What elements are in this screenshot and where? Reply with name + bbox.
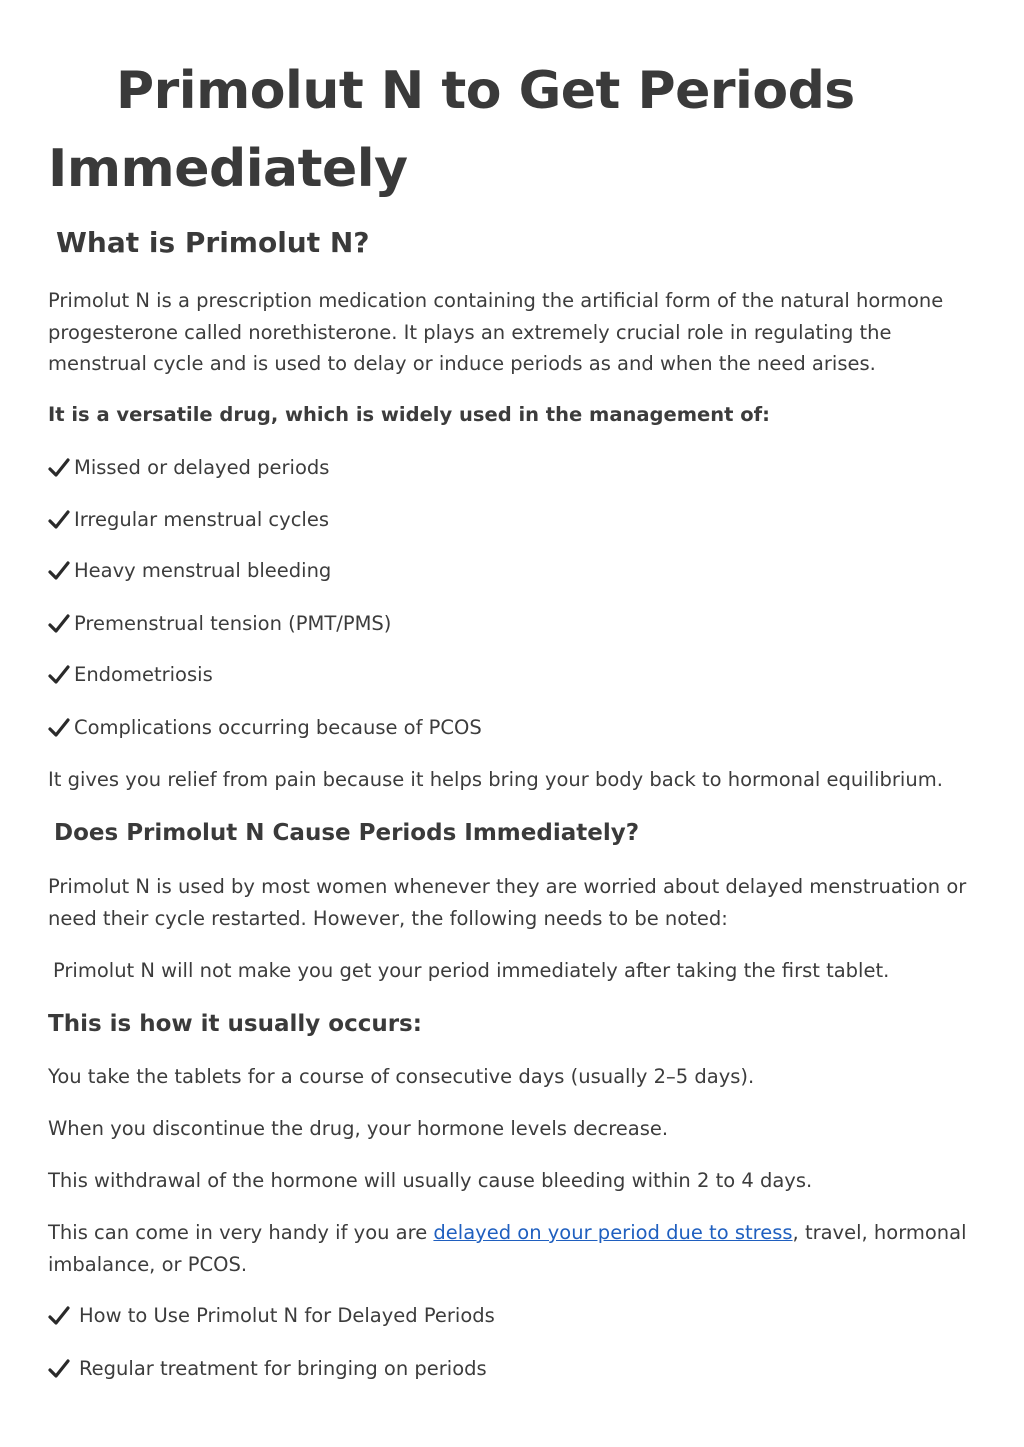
list-item	[48, 609, 391, 639]
list-item-label: Irregular menstrual cycles	[74, 508, 329, 531]
handy-suffix: , travel, hormonal imbalance, or PCOS.	[48, 1221, 967, 1276]
handy-paragraph	[48, 1217, 988, 1280]
intro-paragraph: Primolut N is a prescription medication containing the artificial form of the natural hormone progesterone called norethisterone. It plays an extremely crucial role in regulating the menstrual cycle and is used to delay or induce periods as and when the need arises.	[48, 289, 944, 375]
check-icon	[48, 717, 70, 739]
check-icon	[48, 664, 70, 686]
check-icon	[48, 1358, 70, 1380]
check-icon	[48, 560, 70, 582]
check-icon	[48, 509, 70, 531]
list-item	[48, 505, 329, 535]
list-item	[48, 1301, 495, 1331]
relief-paragraph: It gives you relief from pain because it helps bring your body back to hormonal equilibrium.	[48, 768, 943, 791]
check-icon	[48, 1305, 70, 1327]
list-item-label: Endometriosis	[74, 663, 213, 686]
usage-paragraph: Primolut N is used by most women whenever they are worried about delayed menstruation or need their cycle restarted. However, the following needs to be noted:	[48, 875, 967, 930]
heading-how-occurs: This is how it usually occurs:	[48, 1011, 422, 1037]
list-item-label: Missed or delayed periods	[74, 456, 330, 479]
list-item	[48, 556, 331, 586]
list-item	[48, 713, 482, 743]
heading-what-is: What is Primolut N?	[56, 226, 370, 259]
list-item-label: Complications occurring because of PCOS	[74, 716, 482, 739]
list-item-label: Regular treatment for bringing on periods	[79, 1357, 487, 1380]
stress-delay-link[interactable]: delayed on your period due to stress	[433, 1221, 793, 1244]
list-item	[48, 660, 213, 690]
page-title: Primolut N to Get Periods Immediately	[48, 61, 855, 199]
check-icon	[48, 613, 70, 635]
list-item	[48, 453, 329, 483]
step-paragraph: When you discontinue the drug, your hormone levels decrease.	[48, 1117, 669, 1140]
list-intro: It is a versatile drug, which is widely used in the management of:	[48, 403, 770, 426]
heading-does-cause: Does Primolut N Cause Periods Immediately?	[54, 820, 640, 846]
list-item-label: How to Use Primolut N for Delayed Periods	[79, 1304, 495, 1327]
note-paragraph: Primolut N will not make you get your period immediately after taking the first tablet.	[53, 959, 890, 982]
step-paragraph: This withdrawal of the hormone will usually cause bleeding within 2 to 4 days.	[48, 1169, 813, 1192]
list-item-label: Premenstrual tension (PMT/PMS)	[74, 612, 392, 635]
check-icon	[48, 457, 70, 479]
step-paragraph: You take the tablets for a course of consecutive days (usually 2–5 days).	[48, 1065, 755, 1088]
list-item-label: Heavy menstrual bleeding	[74, 559, 332, 582]
list-item	[48, 1354, 487, 1384]
handy-prefix: This can come in very handy if you are	[48, 1221, 434, 1244]
